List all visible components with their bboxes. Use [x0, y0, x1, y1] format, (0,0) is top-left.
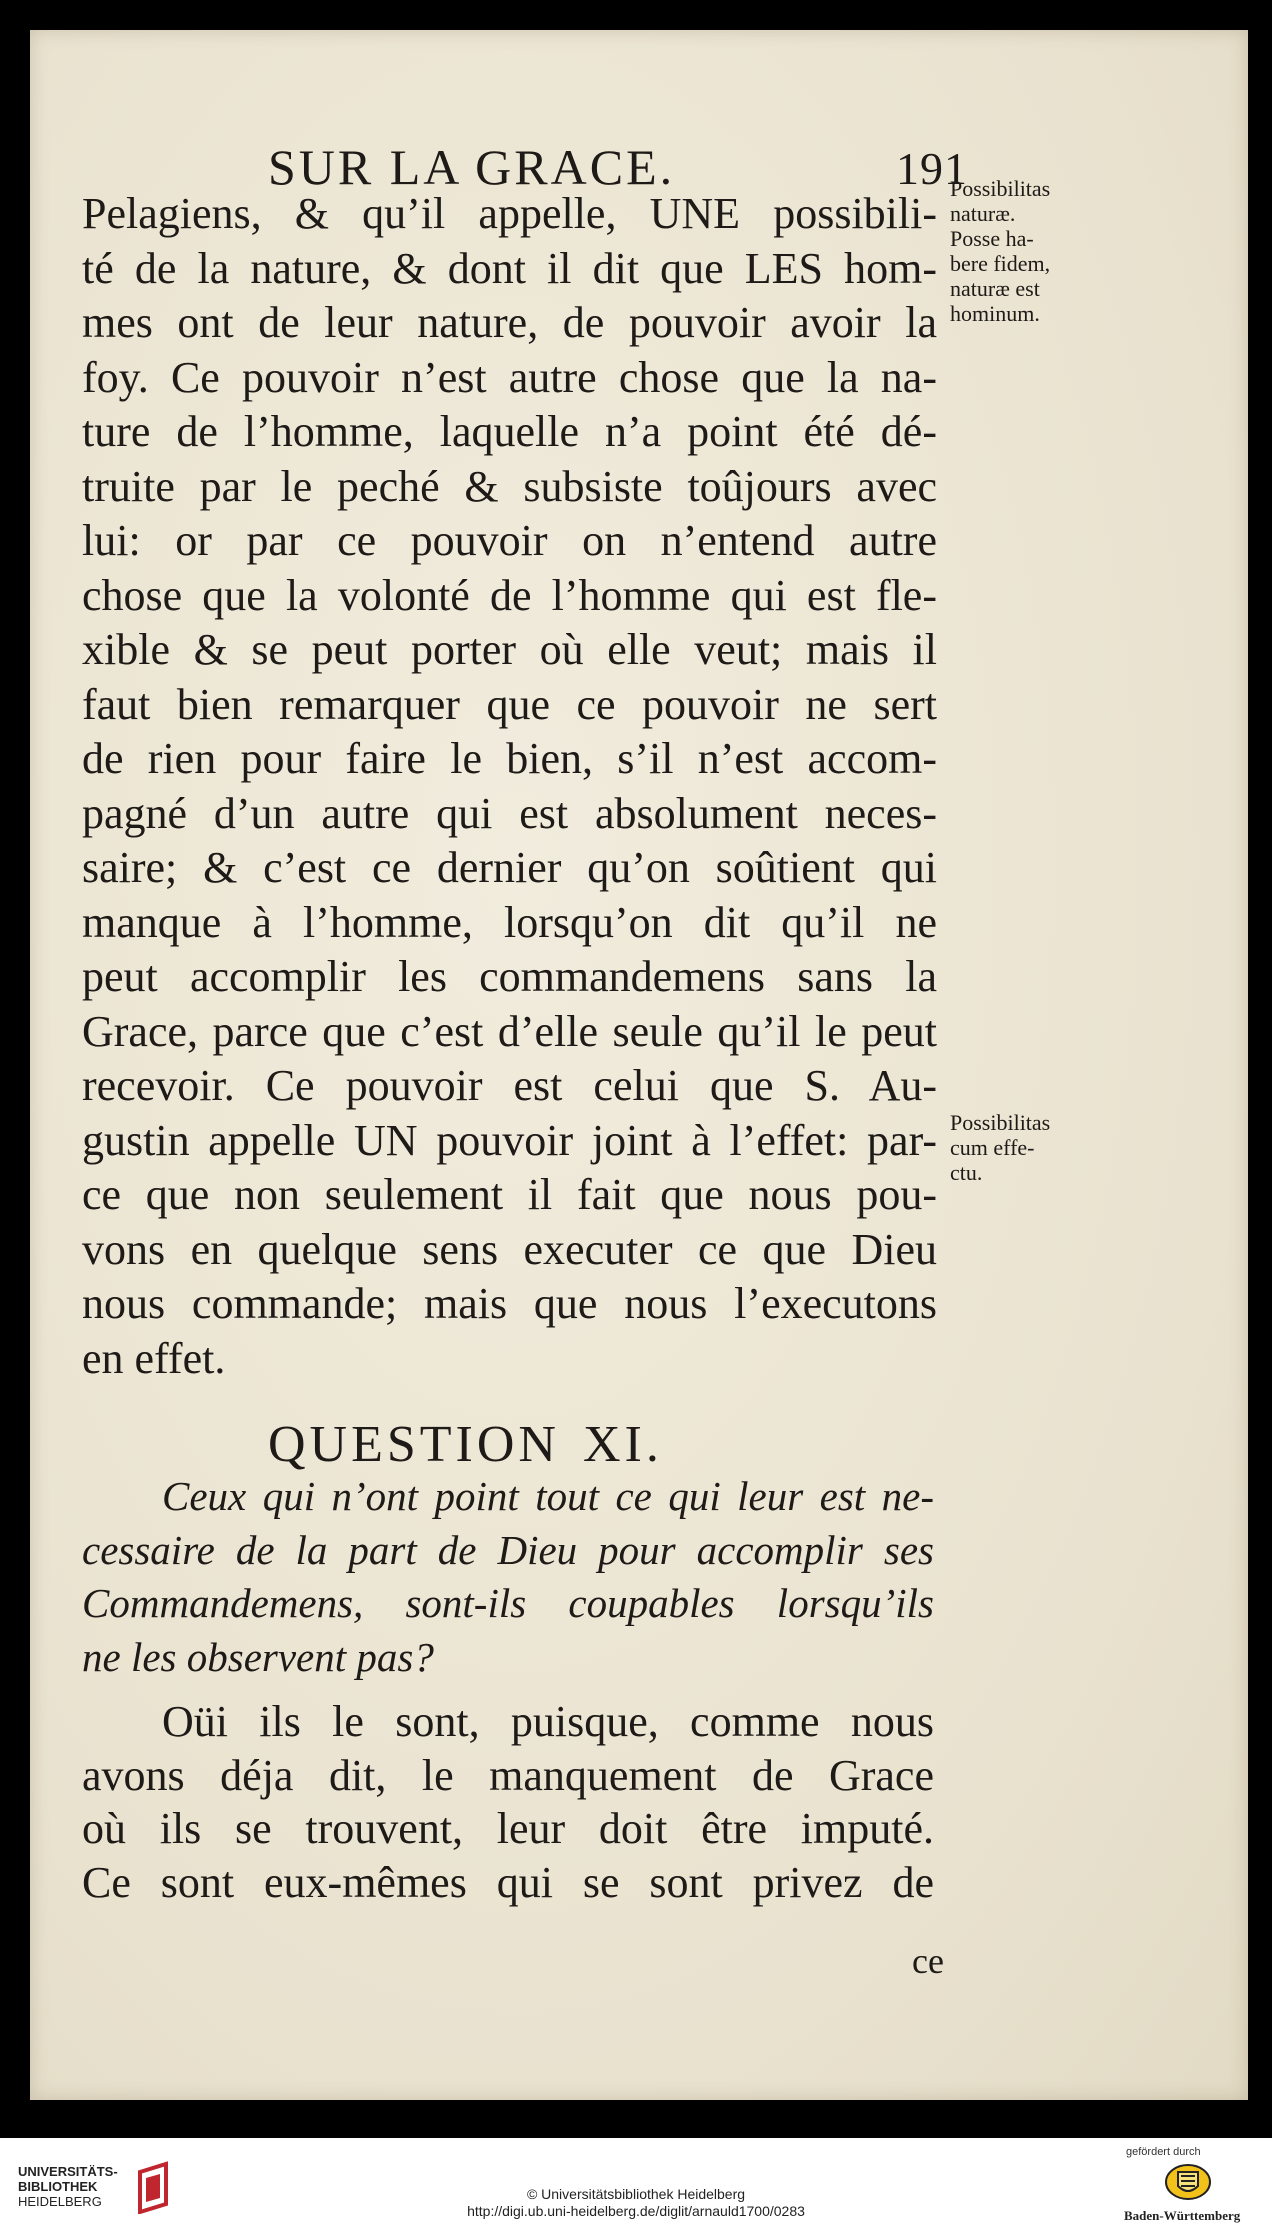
- body-line: vons en quelque sens executer ce que Dieu: [82, 1224, 937, 1274]
- question-heading: [268, 1415, 808, 1475]
- body-line: Pelagiens, & qu’il appelle, UNE possibili-: [82, 189, 937, 238]
- margin-note-line: hominum.: [950, 301, 1040, 326]
- library-name-line: HEIDELBERG: [18, 2194, 102, 2209]
- copyright-text: © Universitätsbibliothek Heidelberg: [526, 2186, 746, 2202]
- body-line: peut accomplir les commandemens sans la: [82, 952, 937, 1001]
- body-line: mes ont de leur nature, de pouvoir avoir la: [82, 298, 937, 347]
- body-line: saire; & c’est ce dernier qu’on soûtient qui: [82, 843, 937, 892]
- margin-note-line: naturæ.: [950, 201, 1016, 226]
- body-line: chose que la volonté de l’homme qui est fle-: [82, 570, 937, 620]
- body-line: pagné d’un autre qui est absolument neces-: [82, 788, 937, 838]
- prompt-line: Ceux qui n’ont point tout ce qui leur est ne-: [162, 1473, 934, 1519]
- prompt-line: Commandemens, sont-ils coupables lorsqu’ils: [82, 1580, 934, 1626]
- library-name-line: BIBLIOTHEK: [18, 2179, 98, 2194]
- body-line: gustin appelle UN pouvoir joint à l’effet: par-: [82, 1115, 937, 1165]
- state-crest-icon[interactable]: [1160, 2162, 1216, 2202]
- answer-line: avons déja dit, le manquement de Grace: [82, 1750, 934, 1800]
- body-line: Grace, parce que c’est d’elle seule qu’il le peut: [82, 1006, 937, 1056]
- margin-note-line: bere fidem,: [950, 251, 1051, 276]
- margin-note-line: Possibilitas: [950, 176, 1051, 201]
- question-label: QUESTION: [268, 1416, 560, 1473]
- answer-line: Oüi ils le sont, puisque, comme nous: [162, 1697, 934, 1746]
- body-line: lui: or par ce pouvoir on n’entend autre: [82, 516, 937, 565]
- body-line: de rien pour faire le bien, s’il n’est accom-: [82, 734, 937, 783]
- body-line: foy. Ce pouvoir n’est autre chose que la na-: [82, 352, 937, 402]
- library-name: [18, 2164, 118, 2209]
- source-url-link[interactable]: http://digi.ub.uni-heidelberg.de/diglit/arnauld1700/0283: [467, 2203, 805, 2219]
- prompt-line: ne les observent pas?: [82, 1633, 434, 1680]
- body-line: nous commande; mais que nous l’executons: [82, 1279, 937, 1328]
- margin-note-line: cum effe-: [950, 1135, 1035, 1160]
- margin-note-line: Posse ha-: [950, 226, 1034, 251]
- body-line: xible & se peut porter où elle veut; mais il: [82, 625, 937, 674]
- margin-note-1: [950, 176, 1050, 326]
- library-name-line: UNIVERSITÄTS-: [18, 2164, 118, 2179]
- viewer-footer: [0, 2138, 1272, 2228]
- answer-line: où ils se trouvent, leur doit être imputé.: [82, 1804, 934, 1853]
- margin-note-line: Possibilitas: [950, 1110, 1051, 1135]
- margin-note-line: naturæ est: [950, 276, 1040, 301]
- body-line: ture de l’homme, laquelle n’a point été dé-: [82, 407, 937, 456]
- body-line: manque à l’homme, lorsqu’on dit qu’il ne: [82, 897, 937, 947]
- book-page: [30, 30, 1248, 2100]
- prompt-line: cessaire de la part de Dieu pour accomplir ses: [82, 1526, 934, 1573]
- body-line: en effet.: [82, 1333, 226, 1383]
- body-line: recevoir. Ce pouvoir est celui que S. Au-: [82, 1061, 937, 1110]
- question-number: XI.: [582, 1416, 663, 1473]
- running-head-title: SUR LA GRACE.: [268, 139, 676, 195]
- sponsor-name: Baden-Württemberg: [1124, 2208, 1241, 2223]
- body-line: faut bien remarquer que ce pouvoir ne sert: [82, 679, 937, 729]
- answer-line: Ce sont eux-mêmes qui se sont privez de: [82, 1857, 934, 1907]
- catchword: ce: [912, 1941, 944, 1981]
- sponsor-label: gefördert durch: [1126, 2146, 1201, 2158]
- body-line: ce que non seulement il fait que nous pou-: [82, 1170, 937, 1219]
- margin-note-line: ctu.: [950, 1160, 983, 1185]
- copyright-block: [300, 2186, 972, 2220]
- body-line: té de la nature, & dont il dit que LES hom-: [82, 243, 937, 293]
- margin-note-2: [950, 1110, 1050, 1185]
- page-number: 191: [896, 143, 968, 194]
- body-line: truite par le peché & subsiste toûjours avec: [82, 461, 937, 511]
